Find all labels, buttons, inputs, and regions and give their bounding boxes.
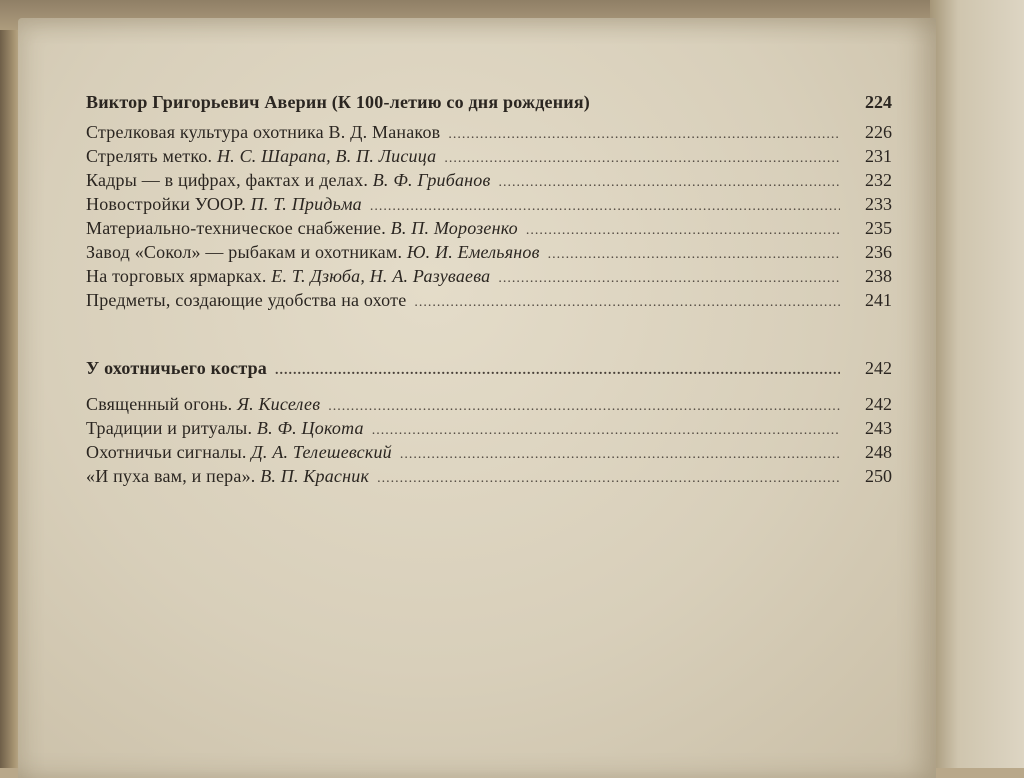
toc-entry-author: Ю. И. Емельянов	[406, 242, 540, 262]
dot-leader	[548, 247, 840, 263]
toc-entry	[86, 418, 892, 442]
toc-entry-author: Я. Киселев	[237, 394, 321, 414]
toc-entry	[86, 146, 892, 170]
section-heading-page: 242	[865, 358, 892, 378]
toc-section-heading	[86, 358, 892, 382]
dot-leader	[275, 363, 840, 379]
dot-leader	[370, 199, 840, 215]
toc-entry	[86, 466, 892, 490]
toc-entry-author: Е. Т. Дзюба, Н. А. Разуваева	[271, 266, 491, 286]
toc-entry-page: 250	[865, 466, 892, 486]
toc-entry-author: В. П. Морозенко	[390, 218, 518, 238]
toc-entry-page: 236	[865, 242, 892, 262]
toc-entry-page: 238	[865, 266, 892, 286]
toc-entry-author: Н. С. Шарапа, В. П. Лисица	[216, 146, 437, 166]
toc-entry-page: 231	[865, 146, 892, 166]
toc-entry-page: 226	[865, 122, 892, 142]
toc-entry-page: 242	[865, 394, 892, 414]
toc-entry	[86, 218, 892, 242]
dot-leader	[499, 175, 840, 191]
dot-leader	[372, 423, 840, 439]
toc-entry-title: Новостройки УООР. П. Т. Придьма	[86, 194, 362, 214]
toc-entry-author: В. П. Красник	[260, 466, 370, 486]
toc-entry	[86, 242, 892, 266]
toc-entry-page: 233	[865, 194, 892, 214]
dot-leader	[526, 223, 840, 239]
toc-entry-page: 235	[865, 218, 892, 238]
toc-entry-title: Охотничьи сигналы. Д. А. Телешевский	[86, 442, 392, 462]
toc-entry-page: 224	[865, 92, 892, 112]
toc-entry	[86, 170, 892, 194]
toc-entry	[86, 290, 892, 314]
toc-entry-title: Виктор Григорьевич Аверин (К 100-летию со дня рождения)	[86, 92, 590, 112]
toc-entry-title: Предметы, создающие удобства на охоте	[86, 290, 407, 310]
section-heading-title: У охотничьего костра	[86, 358, 268, 378]
toc-entry-page: 248	[865, 442, 892, 462]
toc-entry-title: Завод «Сокол» — рыбакам и охотникам. Ю. И. Емельянов	[86, 242, 540, 262]
toc-entry-author: В. Ф. Грибанов	[372, 170, 491, 190]
toc-entry-author: Д. А. Телешевский	[251, 442, 392, 462]
dot-leader	[498, 271, 840, 287]
toc-entry-title: Священный огонь. Я. Киселев	[86, 394, 321, 414]
toc-entry-page: 243	[865, 418, 892, 438]
facing-page-edge	[930, 0, 1024, 768]
dot-leader	[414, 295, 840, 311]
toc-entry-title: Стрелять метко. Н. С. Шарапа, В. П. Лисица	[86, 146, 437, 166]
dot-leader	[448, 127, 840, 143]
dot-leader	[400, 447, 840, 463]
toc-entry	[86, 194, 892, 218]
toc-entry	[86, 122, 892, 146]
toc-entry-title: На торговых ярмарках. Е. Т. Дзюба, Н. А. Разуваева	[86, 266, 491, 286]
toc-entry-page: 232	[865, 170, 892, 190]
dot-leader	[444, 151, 840, 167]
toc-entry-title: Кадры — в цифрах, фактах и делах. В. Ф. Грибанов	[86, 170, 491, 190]
toc-entry-title: Материально-техническое снабжение. В. П. Морозенко	[86, 218, 518, 238]
toc-entry	[86, 394, 892, 418]
toc-entry-title: Традиции и ритуалы. В. Ф. Цокота	[86, 418, 364, 438]
toc-entry-author: В. Ф. Цокота	[256, 418, 364, 438]
toc-entry-title: «И пуха вам, и пера». В. П. Красник	[86, 466, 370, 486]
dot-leader	[377, 471, 840, 487]
toc-entry-page: 241	[865, 290, 892, 310]
toc-entry-author: П. Т. Придьма	[250, 194, 362, 214]
dot-leader	[328, 399, 840, 415]
toc-entry-title: Стрелковая культура охотника В. Д. Манаков	[86, 122, 441, 142]
toc-entry	[86, 266, 892, 290]
toc-entry	[86, 92, 892, 116]
toc-entry	[86, 442, 892, 466]
